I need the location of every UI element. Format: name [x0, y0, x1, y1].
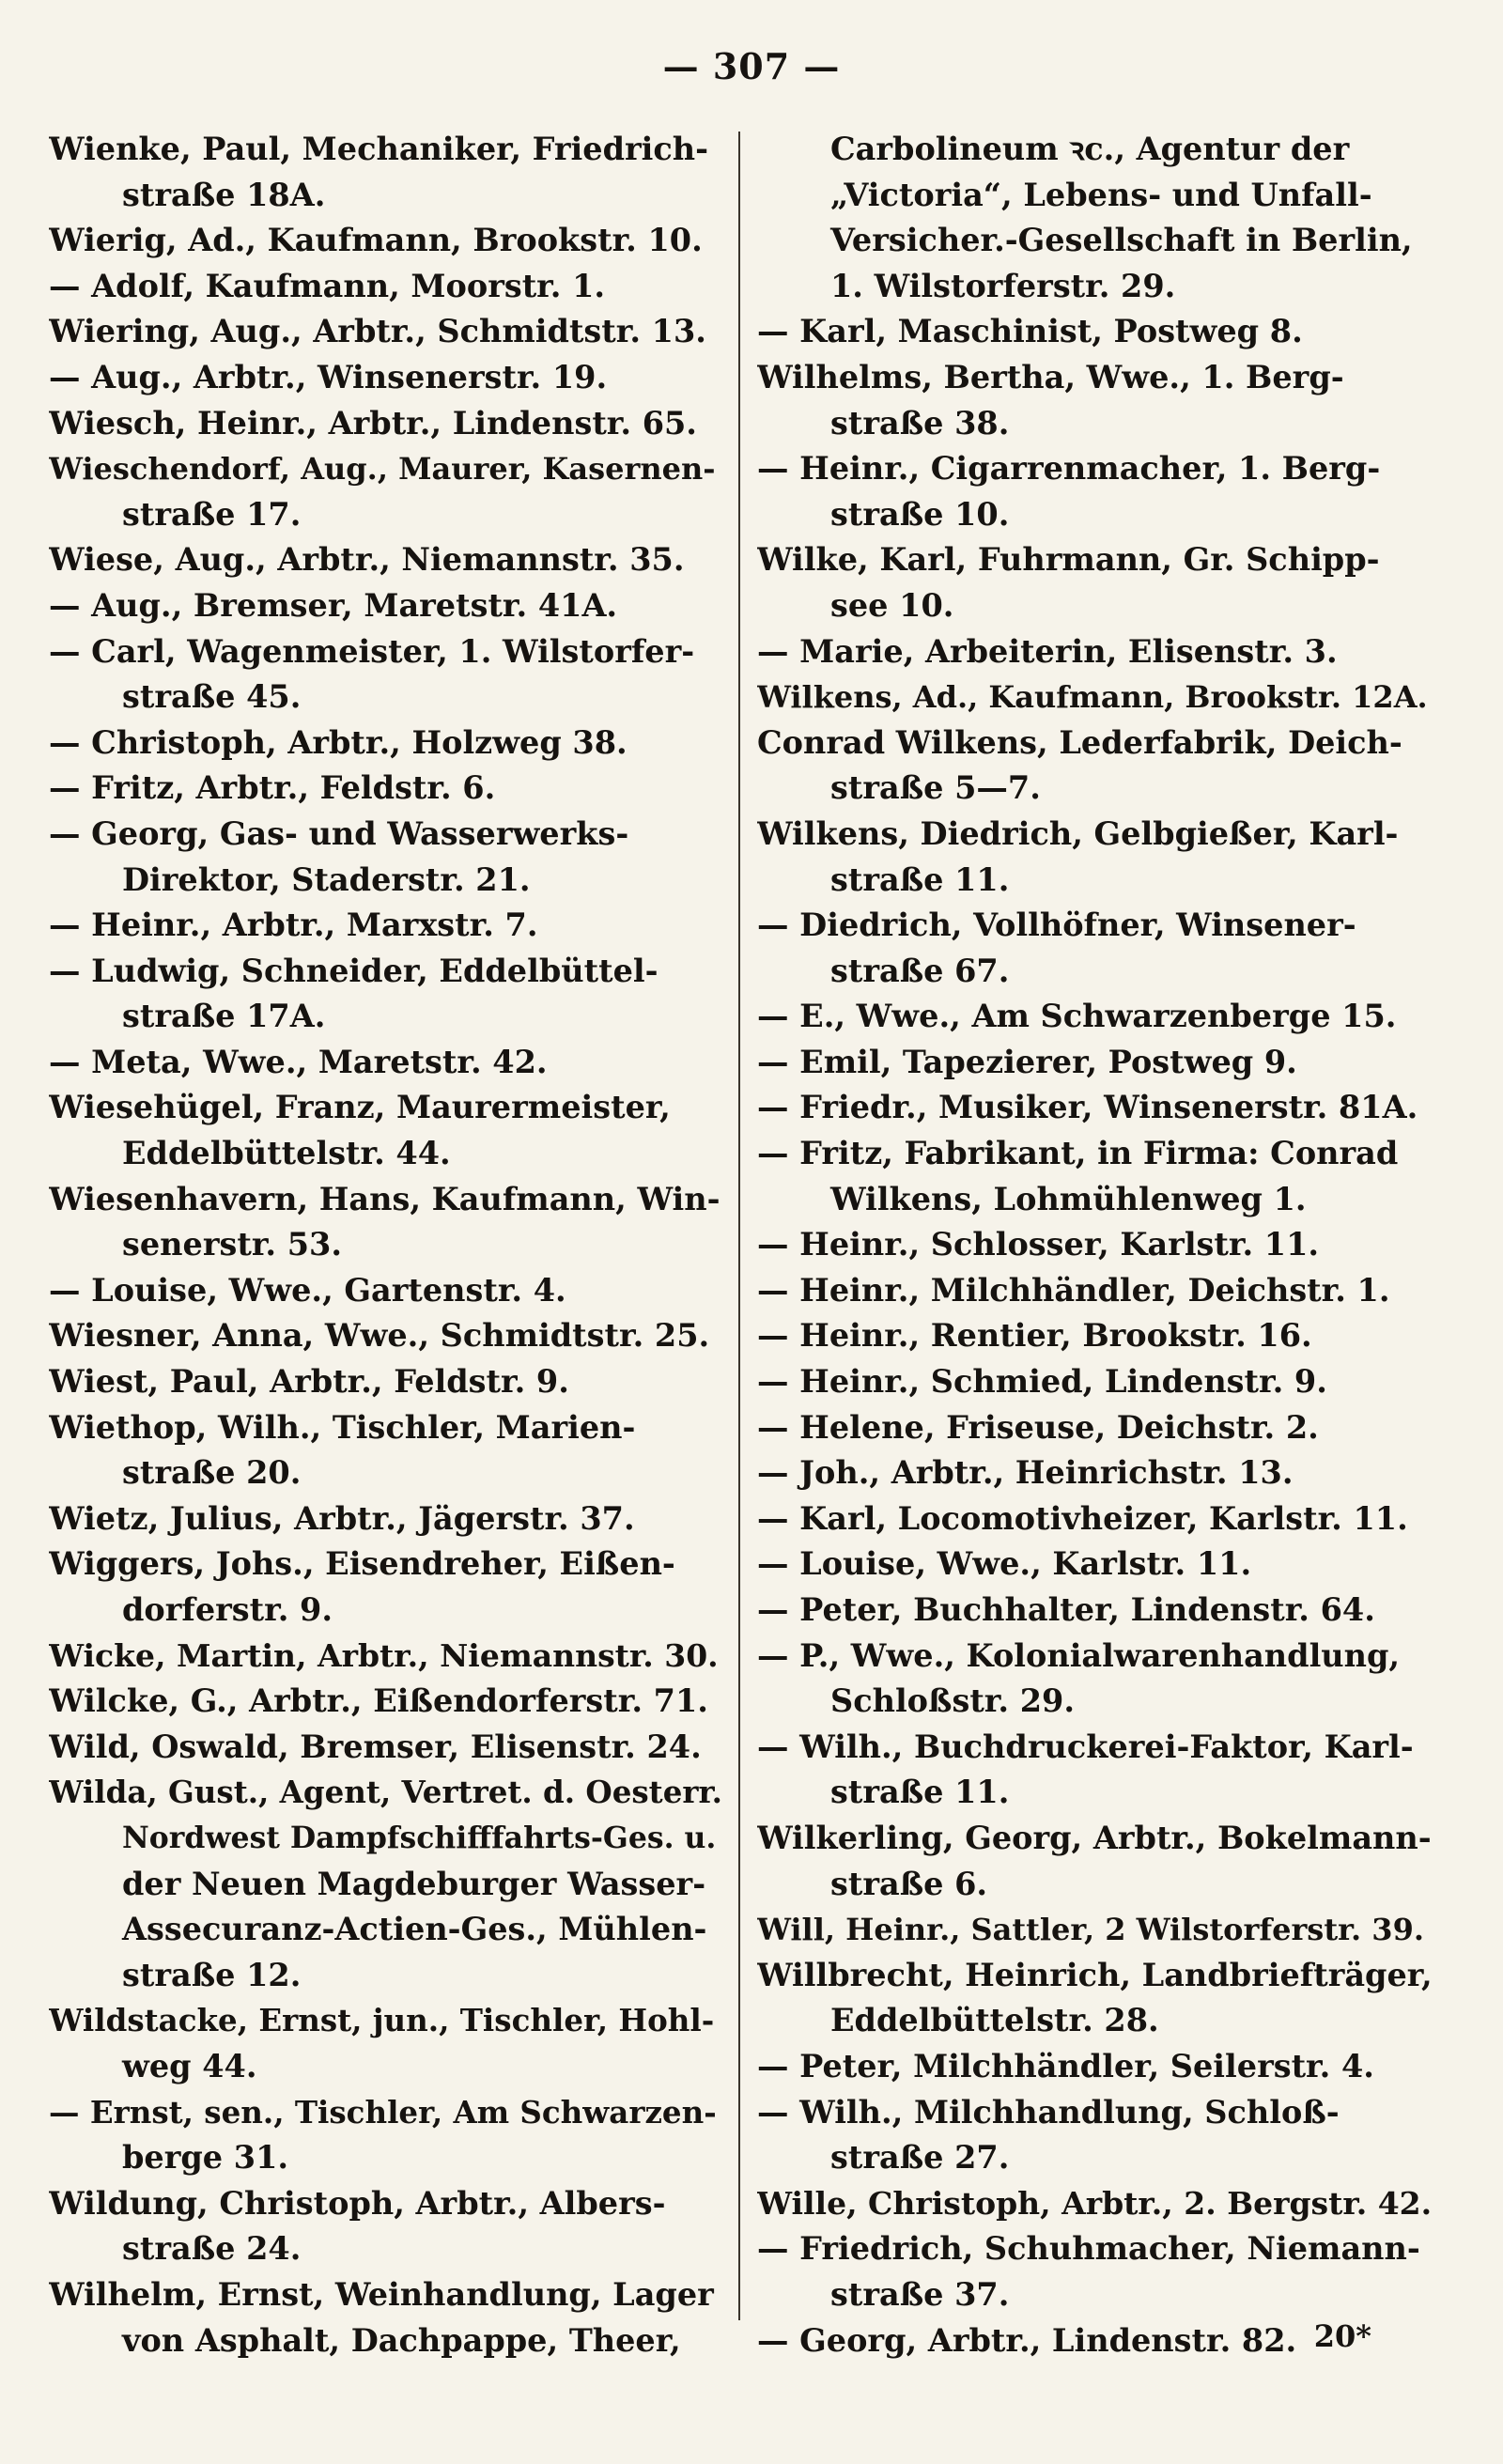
directory-line: — Joh., Arbtr., Heinrichstr. 13.: [757, 1454, 1294, 1492]
column-divider: [738, 132, 740, 2320]
directory-line: Wild, Oswald, Bremser, Elisenstr. 24.: [49, 1728, 702, 1765]
directory-line: Willbrecht, Heinrich, Landbriefträger,: [757, 1956, 1433, 1993]
left-column: [49, 127, 723, 2363]
directory-line: Direktor, Staderstr. 21.: [122, 860, 531, 898]
directory-line: straße 5—7.: [830, 769, 1041, 807]
directory-line: Wilhelms, Bertha, Wwe., 1. Berg-: [757, 358, 1344, 395]
directory-line: straße 27.: [830, 2139, 1010, 2177]
directory-line: Conrad Wilkens, Lederfabrik, Deich-: [757, 723, 1402, 761]
directory-line: — Karl, Maschinist, Postweg 8.: [757, 313, 1303, 350]
directory-line: straße 38.: [830, 404, 1010, 442]
directory-line: Wiggers, Johs., Eisendreher, Eißen-: [49, 1545, 675, 1583]
directory-line: Wilcke, G., Arbtr., Eißendorferstr. 71.: [49, 1682, 708, 1720]
directory-line: straße 45.: [122, 678, 302, 716]
directory-line: — E., Wwe., Am Schwarzenberge 15.: [757, 998, 1397, 1035]
directory-line: dorferstr. 9.: [122, 1591, 333, 1628]
directory-line: — Peter, Buchhalter, Lindenstr. 64.: [757, 1591, 1375, 1628]
directory-line: Wildung, Christoph, Arbtr., Albers-: [49, 2184, 666, 2222]
directory-line: straße 10.: [830, 495, 1010, 533]
directory-line: — Marie, Arbeiterin, Elisenstr. 3.: [757, 632, 1338, 670]
directory-line: — Louise, Wwe., Karlstr. 11.: [757, 1545, 1252, 1583]
directory-line: Eddelbüttelstr. 44.: [122, 1135, 451, 1172]
directory-line: — Friedr., Musiker, Winsenerstr. 81A.: [757, 1089, 1418, 1126]
directory-line: straße 67.: [830, 952, 1010, 989]
directory-line: — Karl, Locomotivheizer, Karlstr. 11.: [757, 1499, 1408, 1537]
directory-line: Wildstacke, Ernst, jun., Tischler, Hohl-: [49, 2002, 715, 2039]
directory-line: — Adolf, Kaufmann, Moorstr. 1.: [49, 267, 606, 304]
directory-line: — Emil, Tapezierer, Postweg 9.: [757, 1043, 1297, 1080]
directory-line: Schloßstr. 29.: [830, 1682, 1075, 1720]
directory-line: Wiesehügel, Franz, Maurermeister,: [49, 1089, 671, 1126]
directory-line: — Georg, Arbtr., Lindenstr. 82.: [757, 2321, 1297, 2359]
directory-line: straße 12.: [122, 1956, 302, 1993]
directory-line: — Heinr., Arbtr., Marxstr. 7.: [49, 907, 538, 944]
directory-line: Wilkens, Lohmühlenweg 1.: [830, 1180, 1307, 1217]
directory-line: — P., Wwe., Kolonialwarenhandlung,: [757, 1636, 1401, 1674]
directory-line: — Louise, Wwe., Gartenstr. 4.: [49, 1271, 566, 1309]
directory-line: 1. Wilstorferstr. 29.: [830, 267, 1176, 304]
directory-line: — Fritz, Arbtr., Feldstr. 6.: [49, 769, 496, 807]
directory-line: Nordwest Dampfschifffahrts-Ges. u.: [122, 1820, 717, 1855]
directory-line: — Peter, Milchhändler, Seilerstr. 4.: [757, 2047, 1374, 2084]
directory-line: — Helene, Friseuse, Deichstr. 2.: [757, 1408, 1319, 1446]
directory-line: Wietz, Julius, Arbtr., Jägerstr. 37.: [49, 1499, 635, 1537]
directory-line: Wiest, Paul, Arbtr., Feldstr. 9.: [49, 1363, 569, 1401]
directory-line: — Heinr., Schlosser, Karlstr. 11.: [757, 1226, 1320, 1263]
directory-line: straße 11.: [830, 1774, 1010, 1811]
directory-line: straße 20.: [122, 1454, 302, 1492]
right-column: [757, 127, 1433, 2363]
directory-line: Assecuranz-Actien-Ges., Mühlen-: [122, 1911, 707, 1948]
directory-line: — Heinr., Schmied, Lindenstr. 9.: [757, 1363, 1327, 1401]
directory-line: straße 24.: [122, 2230, 302, 2268]
directory-line: see 10.: [830, 586, 954, 624]
directory-line: Wiesner, Anna, Wwe., Schmidtstr. 25.: [49, 1317, 710, 1355]
directory-line: — Heinr., Rentier, Brookstr. 16.: [757, 1317, 1312, 1355]
directory-line: Wille, Christoph, Arbtr., 2. Bergstr. 42.: [757, 2184, 1433, 2222]
directory-line: — Friedrich, Schuhmacher, Niemann-: [757, 2230, 1420, 2268]
directory-line: Wilda, Gust., Agent, Vertret. d. Oesterr.: [49, 1774, 722, 1811]
directory-line: — Georg, Gas- und Wasserwerks-: [49, 814, 629, 852]
directory-line: — Wilh., Milchhandlung, Schloß-: [757, 2093, 1340, 2131]
directory-line: straße 6.: [830, 1865, 988, 1902]
directory-line: — Wilh., Buchdruckerei-Faktor, Karl-: [757, 1728, 1414, 1765]
directory-line: straße 18A.: [122, 176, 326, 213]
directory-line: straße 11.: [830, 860, 1010, 898]
directory-line: — Ernst, sen., Tischler, Am Schwarzen-: [49, 2093, 717, 2131]
directory-line: straße 17.: [122, 495, 302, 533]
directory-line: Wiering, Aug., Arbtr., Schmidtstr. 13.: [49, 313, 706, 350]
directory-line: senerstr. 53.: [122, 1226, 343, 1263]
directory-line: Wiesch, Heinr., Arbtr., Lindenstr. 65.: [49, 404, 697, 442]
directory-line: Wienke, Paul, Mechaniker, Friedrich-: [49, 131, 709, 167]
directory-line: — Diedrich, Vollhöfner, Winsener-: [757, 907, 1356, 944]
directory-line: — Christoph, Arbtr., Holzweg 38.: [49, 723, 628, 761]
directory-line: Carbolineum ꝛc., Agentur der: [830, 131, 1350, 167]
directory-line: Wilkens, Diedrich, Gelbgießer, Karl-: [757, 814, 1399, 852]
directory-line: berge 31.: [122, 2139, 289, 2177]
directory-line: Wiethop, Wilh., Tischler, Marien-: [49, 1408, 636, 1446]
directory-line: — Heinr., Cigarrenmacher, 1. Berg-: [757, 450, 1381, 488]
directory-line: Wilke, Karl, Fuhrmann, Gr. Schipp-: [757, 541, 1380, 579]
directory-line: Wilhelm, Ernst, Weinhandlung, Lager: [49, 2275, 714, 2313]
directory-line: Wiesenhavern, Hans, Kaufmann, Win-: [49, 1180, 721, 1217]
directory-line: weg 44.: [122, 2047, 257, 2084]
directory-line: Wierig, Ad., Kaufmann, Brookstr. 10.: [49, 222, 703, 259]
directory-line: Versicher.-Gesellschaft in Berlin,: [830, 222, 1413, 259]
directory-line: Wieschendorf, Aug., Maurer, Kasernen-: [49, 451, 716, 488]
directory-line: „Victoria“, Lebens- und Unfall-: [830, 176, 1372, 213]
directory-line: Wicke, Martin, Arbtr., Niemannstr. 30.: [49, 1636, 719, 1674]
directory-line: — Aug., Bremser, Maretstr. 41A.: [49, 586, 618, 624]
directory-line: Wilkerling, Georg, Arbtr., Bokelmann-: [757, 1819, 1432, 1856]
directory-line: — Aug., Arbtr., Winsenerstr. 19.: [49, 358, 608, 395]
directory-line: der Neuen Magdeburger Wasser-: [122, 1865, 706, 1902]
directory-line: von Asphalt, Dachpappe, Theer,: [122, 2321, 681, 2359]
printer-signature: 20*: [1313, 2318, 1371, 2354]
directory-line: — Meta, Wwe., Maretstr. 42.: [49, 1043, 548, 1080]
directory-line: Eddelbüttelstr. 28.: [830, 2002, 1159, 2039]
directory-line: Wilkens, Ad., Kaufmann, Brookstr. 12A.: [757, 679, 1428, 716]
directory-line: straße 17A.: [122, 998, 326, 1035]
directory-line: straße 37.: [830, 2275, 1010, 2313]
page-number: — 307 —: [662, 45, 841, 87]
directory-line: Will, Heinr., Sattler, 2 Wilstorferstr. 39.: [757, 1912, 1424, 1948]
directory-line: — Heinr., Milchhändler, Deichstr. 1.: [757, 1271, 1390, 1309]
directory-line: — Fritz, Fabrikant, in Firma: Conrad: [757, 1135, 1399, 1172]
directory-line: — Ludwig, Schneider, Eddelbüttel-: [49, 952, 659, 989]
directory-line: — Carl, Wagenmeister, 1. Wilstorfer-: [49, 632, 695, 670]
directory-line: Wiese, Aug., Arbtr., Niemannstr. 35.: [49, 541, 685, 579]
